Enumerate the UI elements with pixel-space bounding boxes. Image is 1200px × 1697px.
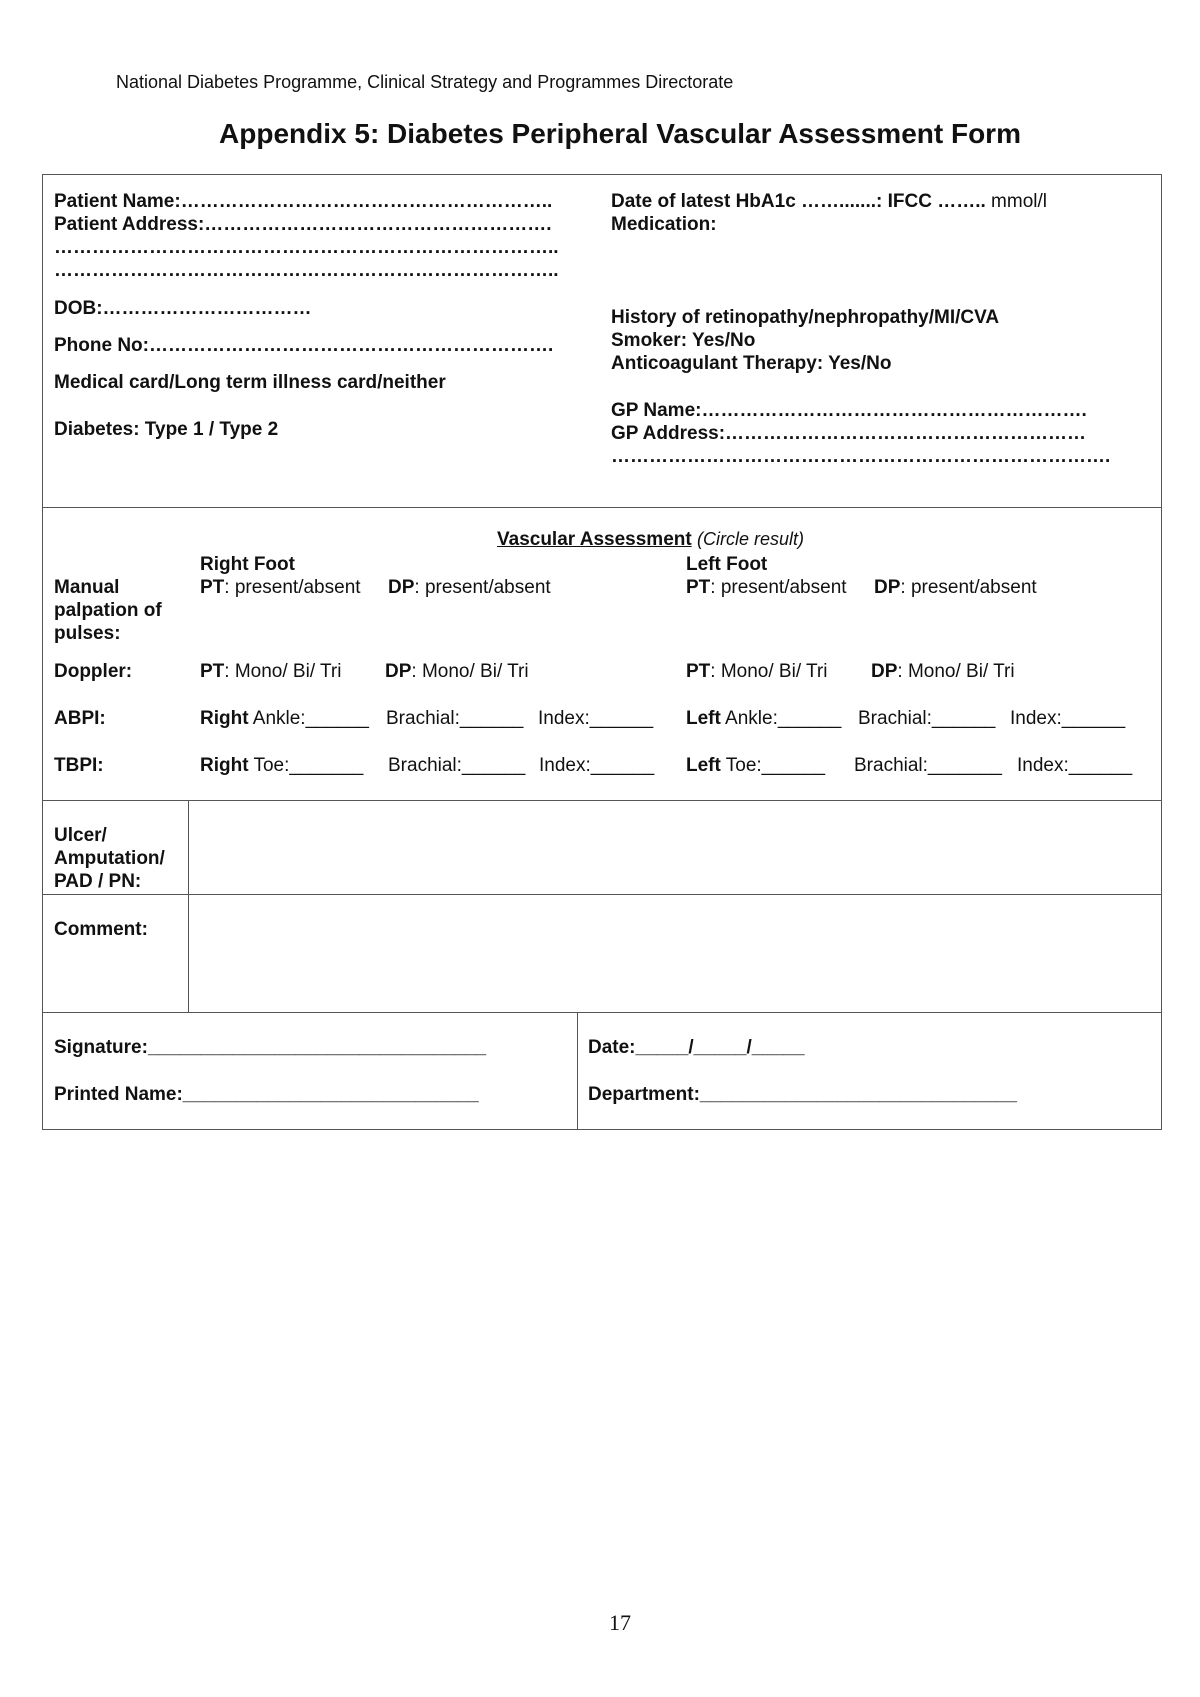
- present-absent-option: : present/absent: [900, 577, 1037, 598]
- divider-signoff-column: [577, 1012, 578, 1130]
- right-tbpi-index-field[interactable]: Index:______: [539, 755, 655, 776]
- patient-name-field[interactable]: Patient Name:…………………………………………………..: [54, 191, 553, 212]
- ulcer-label: Ulcer/ Amputation/ PAD / PN:: [54, 825, 165, 892]
- vascular-heading: [497, 528, 804, 551]
- anticoagulant-option[interactable]: Anticoagulant Therapy: Yes/No: [611, 353, 892, 374]
- dp-label: DP: [871, 661, 898, 682]
- patient-address-line-2[interactable]: ……………………………………………………………………..: [54, 237, 559, 258]
- left-dp-doppler[interactable]: [871, 660, 1015, 683]
- ankle-blank: Ankle:______: [720, 708, 842, 729]
- circle-result-note: (Circle result): [696, 529, 804, 549]
- dp-label: DP: [874, 577, 901, 598]
- running-head: National Diabetes Programme, Clinical Strategy and Programmes Directorate: [116, 72, 734, 92]
- right-ankle-field[interactable]: [200, 707, 369, 730]
- left-abpi-index-field[interactable]: Index:______: [1010, 708, 1126, 729]
- hba1c-field[interactable]: [611, 190, 1047, 213]
- right-pt-palpation[interactable]: [200, 576, 361, 599]
- divider-patient-section: [42, 507, 1162, 508]
- toe-blank: Toe:______: [720, 755, 826, 776]
- comment-label: Comment:: [54, 919, 148, 940]
- left-tbpi-brachial-field[interactable]: Brachial:_______: [854, 755, 1002, 776]
- ankle-blank: Ankle:______: [248, 708, 369, 729]
- gp-address-field[interactable]: GP Address:…………………………………………………: [611, 423, 1087, 444]
- comment-input-area[interactable]: [190, 896, 1160, 1010]
- divider-ulcer-row: [42, 894, 1162, 895]
- right-tbpi-brachial-field[interactable]: Brachial:______: [388, 755, 526, 776]
- abpi-label: ABPI:: [54, 708, 106, 729]
- right-label: Right: [200, 755, 249, 776]
- diabetes-type-option[interactable]: Diabetes: Type 1 / Type 2: [54, 419, 279, 440]
- gp-address-line-2[interactable]: …………………………………………………………………….: [611, 446, 1111, 467]
- left-toe-field[interactable]: [686, 754, 825, 777]
- pt-label: PT: [686, 661, 711, 682]
- dp-label: DP: [385, 661, 412, 682]
- dob-field[interactable]: DOB:……………………………: [54, 298, 312, 319]
- left-foot-heading: Left Foot: [686, 554, 768, 575]
- printed-name-field[interactable]: Printed Name:____________________________: [54, 1084, 479, 1105]
- right-abpi-brachial-field[interactable]: Brachial:______: [386, 708, 524, 729]
- left-pt-doppler[interactable]: [686, 660, 827, 683]
- mono-bi-tri-option: : Mono/ Bi/ Tri: [897, 661, 1015, 682]
- pt-label: PT: [686, 577, 711, 598]
- left-label: Left: [686, 755, 721, 776]
- medication-field[interactable]: Medication:: [611, 214, 717, 235]
- form-title: Appendix 5: Diabetes Peripheral Vascular Assessment Form: [219, 118, 1021, 149]
- toe-blank: Toe:_______: [248, 755, 364, 776]
- patient-address-line-3[interactable]: ……………………………………………………………………..: [54, 260, 559, 281]
- left-pt-palpation[interactable]: [686, 576, 847, 599]
- medical-card-option[interactable]: Medical card/Long term illness card/neither: [54, 372, 446, 393]
- hba1c-label: Date of latest HbA1c …….......: IFCC ……..: [611, 191, 986, 212]
- pt-label: PT: [200, 577, 225, 598]
- left-label: Left: [686, 708, 721, 729]
- mono-bi-tri-option: : Mono/ Bi/ Tri: [411, 661, 529, 682]
- present-absent-option: : present/absent: [710, 577, 847, 598]
- history-option[interactable]: History of retinopathy/nephropathy/MI/CVA: [611, 307, 1000, 328]
- vascular-heading-text: Vascular Assessment: [497, 529, 692, 550]
- tbpi-label: TBPI:: [54, 755, 104, 776]
- gp-name-field[interactable]: GP Name:…………………………………………………….: [611, 400, 1087, 421]
- divider-vascular-section: [42, 800, 1162, 801]
- phone-field[interactable]: Phone No:……………………………………………………….: [54, 335, 554, 356]
- dp-label: DP: [388, 577, 415, 598]
- right-foot-heading: Right Foot: [200, 554, 295, 575]
- left-dp-palpation[interactable]: [874, 576, 1037, 599]
- smoker-option[interactable]: Smoker: Yes/No: [611, 330, 756, 351]
- present-absent-option: : present/absent: [224, 577, 361, 598]
- divider-comment-row: [42, 1012, 1162, 1013]
- left-abpi-brachial-field[interactable]: Brachial:______: [858, 708, 996, 729]
- hba1c-unit: mmol/l: [985, 191, 1048, 212]
- mono-bi-tri-option: : Mono/ Bi/ Tri: [710, 661, 828, 682]
- patient-address-field[interactable]: Patient Address:……………………………………………….: [54, 214, 552, 235]
- present-absent-option: : present/absent: [414, 577, 551, 598]
- right-toe-field[interactable]: [200, 754, 363, 777]
- left-ankle-field[interactable]: [686, 707, 841, 730]
- palpation-label: Manual palpation of pulses:: [54, 577, 162, 644]
- divider-label-column: [188, 800, 189, 1012]
- signature-field[interactable]: Signature:________________________________: [54, 1037, 487, 1058]
- right-pt-doppler[interactable]: [200, 660, 341, 683]
- page-number: 17: [609, 1610, 631, 1635]
- mono-bi-tri-option: : Mono/ Bi/ Tri: [224, 661, 342, 682]
- doppler-label: Doppler:: [54, 661, 133, 682]
- right-label: Right: [200, 708, 249, 729]
- right-abpi-index-field[interactable]: Index:______: [538, 708, 654, 729]
- right-dp-palpation[interactable]: [388, 576, 551, 599]
- date-field[interactable]: Date:_____/_____/_____: [588, 1037, 805, 1058]
- left-tbpi-index-field[interactable]: Index:______: [1017, 755, 1133, 776]
- department-field[interactable]: Department:______________________________: [588, 1084, 1017, 1105]
- right-dp-doppler[interactable]: [385, 660, 529, 683]
- pt-label: PT: [200, 661, 225, 682]
- ulcer-input-area[interactable]: [190, 802, 1160, 892]
